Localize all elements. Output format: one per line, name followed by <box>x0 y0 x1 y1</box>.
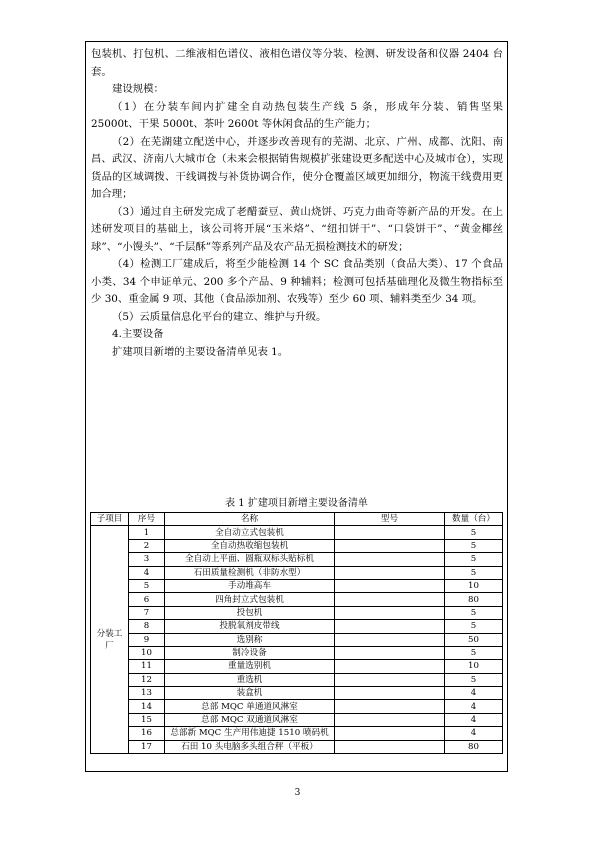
equipment-name-cell: 投脱氧剂皮带线 <box>165 620 335 633</box>
table-row <box>91 700 503 713</box>
model-cell <box>335 553 445 566</box>
row-number-cell: 13 <box>129 687 165 700</box>
model-cell <box>335 526 445 539</box>
table-row <box>91 660 503 673</box>
table-row <box>91 566 503 579</box>
row-number-cell: 5 <box>129 579 165 592</box>
equipment-name-cell: 全自动上平面、圆瓶双标头贴标机 <box>165 553 335 566</box>
paragraph: 扩建项目新增的主要设备清单见表 1。 <box>112 345 289 358</box>
subproject-cell: 分装工厂 <box>91 526 129 754</box>
header-number: 序号 <box>129 513 165 526</box>
equipment-name-cell: 石田 10 头电脑多头组合秤（平板） <box>165 740 335 753</box>
paragraph: （2）在芜湖建立配送中心，并逐步改善现有的芜湖、北京、广州、成都、沈阳、南昌、武汉、济南八大城市仓（未来会根据销售规模扩张建设更多配送中心及城市仓），实现货品的区域调拨、干线调拨与补货协调合作，使分仓覆盖区域更加细分，物流干线费用更加合理； <box>91 135 503 200</box>
equipment-name-cell: 重选机 <box>165 673 335 686</box>
model-cell <box>335 713 445 726</box>
page-number: 3 <box>294 788 301 798</box>
quantity-cell: 80 <box>445 593 503 606</box>
equipment-name-cell: 装盒机 <box>165 687 335 700</box>
model-cell <box>335 687 445 700</box>
equipment-name-cell: 总部新 MQC 生产用伟迪捷 1510 喷码机 <box>165 727 335 740</box>
quantity-cell: 5 <box>445 673 503 686</box>
table-row <box>91 740 503 753</box>
row-number-cell: 10 <box>129 646 165 659</box>
equipment-name-cell: 总部 MQC 双通道风淋室 <box>165 713 335 726</box>
header-quantity: 数量（台） <box>445 513 503 526</box>
section-heading: 4.主要设备 <box>112 328 164 340</box>
model-cell <box>335 740 445 753</box>
row-number-cell: 1 <box>129 526 165 539</box>
quantity-cell: 50 <box>445 633 503 646</box>
row-number-cell: 2 <box>129 539 165 552</box>
table-row <box>91 539 503 552</box>
table-row <box>91 620 503 633</box>
equipment-name-cell: 总部 MQC 单通道风淋室 <box>165 700 335 713</box>
table-row <box>91 633 503 646</box>
row-number-cell: 16 <box>129 727 165 740</box>
equipment-name-cell: 石田质量检测机（非防水型） <box>165 566 335 579</box>
table-row <box>91 687 503 700</box>
table-row <box>91 593 503 606</box>
quantity-cell: 5 <box>445 539 503 552</box>
table-row <box>91 673 503 686</box>
model-cell <box>335 593 445 606</box>
model-cell <box>335 700 445 713</box>
paragraph: （5）云质量信息化平台的建立、维护与升级。 <box>112 310 327 323</box>
model-cell <box>335 539 445 552</box>
model-cell <box>335 633 445 646</box>
quantity-cell: 10 <box>445 660 503 673</box>
model-cell <box>335 660 445 673</box>
row-number-cell: 17 <box>129 740 165 753</box>
quantity-cell: 10 <box>445 579 503 592</box>
paragraph: （1）在分装车间内扩建全自动热包装生产线 5 条，形成年分装、销售坚果 25000t、干果 5000t、茶叶 2600t 等休闲食品的生产能力； <box>91 100 503 130</box>
table-row <box>91 526 503 539</box>
equipment-name-cell: 全自动热收缩包装机 <box>165 539 335 552</box>
equipment-name-cell: 重量选别机 <box>165 660 335 673</box>
row-number-cell: 9 <box>129 633 165 646</box>
quantity-cell: 5 <box>445 646 503 659</box>
row-number-cell: 3 <box>129 553 165 566</box>
model-cell <box>335 673 445 686</box>
paragraph: （3）通过自主研发完成了老醋蚕豆、黄山烧饼、巧克力曲奇等新产品的开发。在上述研发项目的基础上，该公司将开展“玉米烙”、“纽扣饼干”、“口袋饼干”、“黄金椰丝球”、“小馒头”、“千层酥”等系列产品及农产品无损检测技术的研发； <box>91 205 503 253</box>
row-number-cell: 7 <box>129 606 165 619</box>
quantity-cell: 5 <box>445 620 503 633</box>
table-row <box>91 606 503 619</box>
row-number-cell: 11 <box>129 660 165 673</box>
equipment-name-cell: 全自动立式包装机 <box>165 526 335 539</box>
table-row <box>91 553 503 566</box>
paragraph: （4）检测工厂建成后，将至少能检测 14 个 SC 食品类别（食品大类）、17 个食品小类、34 个申证单元、200 多个产品、9 种辅料；检测可包括基础理化及微生物指标至少 30、重金属 9 项、其他（食品添加剂、农残等）至少 60 项、辅料类至少 34 项。 <box>91 258 503 305</box>
equipment-name-cell: 制冷设备 <box>165 646 335 659</box>
model-cell <box>335 727 445 740</box>
table-header-row <box>91 513 503 526</box>
equipment-name-cell: 手动堆高车 <box>165 579 335 592</box>
row-number-cell: 15 <box>129 713 165 726</box>
quantity-cell: 4 <box>445 727 503 740</box>
body-text <box>91 46 503 361</box>
row-number-cell: 14 <box>129 700 165 713</box>
table-body <box>91 526 503 754</box>
quantity-cell: 4 <box>445 713 503 726</box>
equipment-table <box>90 512 503 754</box>
quantity-cell: 4 <box>445 700 503 713</box>
paragraph: 包装机、打包机、二维液相色谱仪、液相色谱仪等分装、检测、研发设备和仪器 2404 台套。 <box>91 48 503 78</box>
row-number-cell: 4 <box>129 566 165 579</box>
table-caption: 表 1 扩建项目新增主要设备清单 <box>225 498 368 509</box>
equipment-name-cell: 选别称 <box>165 633 335 646</box>
header-subproject: 子项目 <box>91 513 129 526</box>
quantity-cell: 80 <box>445 740 503 753</box>
quantity-cell: 5 <box>445 553 503 566</box>
quantity-cell: 5 <box>445 566 503 579</box>
table-row <box>91 646 503 659</box>
row-number-cell: 6 <box>129 593 165 606</box>
quantity-cell: 4 <box>445 687 503 700</box>
quantity-cell: 5 <box>445 606 503 619</box>
model-cell <box>335 606 445 619</box>
header-name: 名称 <box>165 513 335 526</box>
table-row <box>91 727 503 740</box>
table-row <box>91 713 503 726</box>
row-number-cell: 8 <box>129 620 165 633</box>
quantity-cell: 5 <box>445 526 503 539</box>
equipment-name-cell: 四角封立式包装机 <box>165 593 335 606</box>
header-model: 型号 <box>335 513 445 526</box>
equipment-name-cell: 投包机 <box>165 606 335 619</box>
model-cell <box>335 620 445 633</box>
paragraph: 建设规模： <box>112 83 164 95</box>
table-row <box>91 579 503 592</box>
model-cell <box>335 579 445 592</box>
row-number-cell: 12 <box>129 673 165 686</box>
model-cell <box>335 566 445 579</box>
model-cell <box>335 646 445 659</box>
